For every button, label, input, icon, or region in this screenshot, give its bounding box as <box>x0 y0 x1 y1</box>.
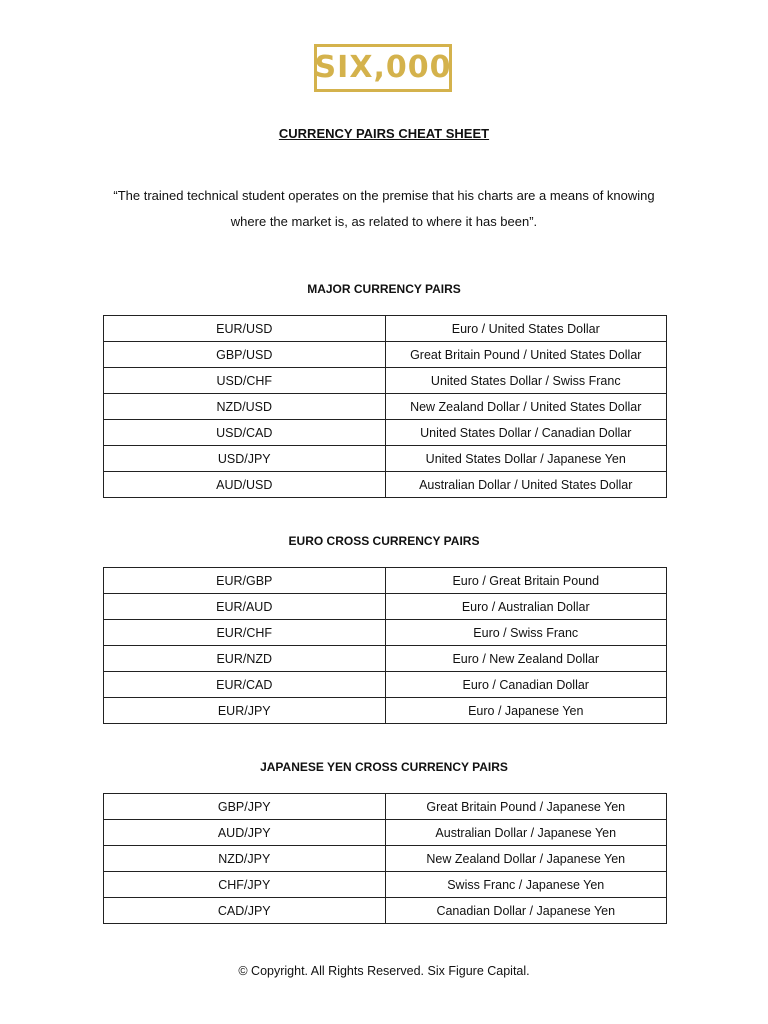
pair-code: USD/JPY <box>104 446 386 472</box>
table-row <box>104 394 667 420</box>
pair-code: EUR/AUD <box>104 594 386 620</box>
table-row <box>104 594 667 620</box>
pair-code: GBP/USD <box>104 342 386 368</box>
pair-name: Australian Dollar / Japanese Yen <box>385 820 667 846</box>
section-heading-yen-cross: JAPANESE YEN CROSS CURRENCY PAIRS <box>260 760 508 774</box>
pair-name: Great Britain Pound / United States Dollar <box>385 342 667 368</box>
table-row <box>104 420 667 446</box>
table-row <box>104 368 667 394</box>
pair-name: New Zealand Dollar / Japanese Yen <box>385 846 667 872</box>
table-row <box>104 646 667 672</box>
pair-code: EUR/JPY <box>104 698 386 724</box>
table-row <box>104 820 667 846</box>
table-row <box>104 568 667 594</box>
pair-name: United States Dollar / Canadian Dollar <box>385 420 667 446</box>
table-row <box>104 872 667 898</box>
table-major-pairs <box>103 315 667 498</box>
pair-code: GBP/JPY <box>104 794 386 820</box>
section-heading-major: MAJOR CURRENCY PAIRS <box>307 282 461 296</box>
pair-name: United States Dollar / Japanese Yen <box>385 446 667 472</box>
quote-line-2: where the market is, as related to where it has been”. <box>230 214 538 229</box>
pair-code: NZD/USD <box>104 394 386 420</box>
table-row <box>104 794 667 820</box>
pair-code: NZD/JPY <box>104 846 386 872</box>
pair-name: Canadian Dollar / Japanese Yen <box>385 898 667 924</box>
pair-name: Euro / New Zealand Dollar <box>385 646 667 672</box>
table-euro-cross-pairs <box>103 567 667 724</box>
pair-name: Euro / Swiss Franc <box>385 620 667 646</box>
table-row <box>104 898 667 924</box>
logo-text: SIX,000 <box>314 50 452 85</box>
table-row <box>104 846 667 872</box>
pair-name: Great Britain Pound / Japanese Yen <box>385 794 667 820</box>
section-heading-euro-cross: EURO CROSS CURRENCY PAIRS <box>288 534 480 548</box>
pair-name: Euro / Australian Dollar <box>385 594 667 620</box>
pair-code: USD/CAD <box>104 420 386 446</box>
six-figure-logo <box>314 44 452 92</box>
table-row <box>104 698 667 724</box>
table-row <box>104 342 667 368</box>
table-row <box>104 620 667 646</box>
table-row <box>104 316 667 342</box>
pair-code: CHF/JPY <box>104 872 386 898</box>
pair-code: CAD/JPY <box>104 898 386 924</box>
pair-name: Euro / United States Dollar <box>385 316 667 342</box>
pair-name: New Zealand Dollar / United States Dollar <box>385 394 667 420</box>
quote-line-1: “The trained technical student operates on the premise that his charts are a means of knowing <box>113 188 655 203</box>
pair-name: Euro / Canadian Dollar <box>385 672 667 698</box>
page-title: CURRENCY PAIRS CHEAT SHEET <box>278 126 490 141</box>
table-row <box>104 472 667 498</box>
table-row <box>104 446 667 472</box>
pair-code: EUR/NZD <box>104 646 386 672</box>
pair-code: EUR/CAD <box>104 672 386 698</box>
pair-name: Australian Dollar / United States Dollar <box>385 472 667 498</box>
pair-name: Euro / Japanese Yen <box>385 698 667 724</box>
pair-name: United States Dollar / Swiss Franc <box>385 368 667 394</box>
copyright-footer: © Copyright. All Rights Reserved. Six Figure Capital. <box>238 964 530 978</box>
pair-code: USD/CHF <box>104 368 386 394</box>
pair-name: Swiss Franc / Japanese Yen <box>385 872 667 898</box>
pair-code: EUR/CHF <box>104 620 386 646</box>
pair-code: EUR/GBP <box>104 568 386 594</box>
table-yen-cross-pairs <box>103 793 667 924</box>
pair-name: Euro / Great Britain Pound <box>385 568 667 594</box>
pair-code: AUD/JPY <box>104 820 386 846</box>
pair-code: EUR/USD <box>104 316 386 342</box>
pair-code: AUD/USD <box>104 472 386 498</box>
table-row <box>104 672 667 698</box>
quote <box>60 183 708 235</box>
